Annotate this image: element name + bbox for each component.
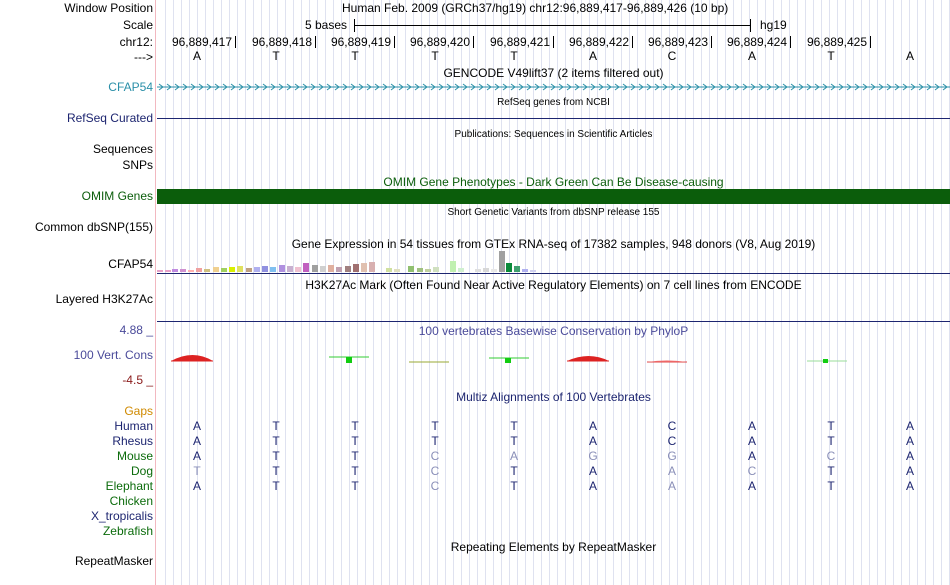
gencode-track-title: GENCODE V49lift37 (2 items filtered out): [443, 66, 664, 80]
gtex-tissue-bar[interactable]: [237, 266, 243, 272]
alignment-base-dog: C: [747, 464, 757, 478]
alignment-base-mouse: G: [667, 449, 677, 463]
alignment-base-dog: A: [588, 464, 597, 478]
label-sequences[interactable]: Sequences: [92, 142, 153, 156]
coordinate-label: 96,889,424: [726, 35, 787, 49]
alignment-base-rhesus: T: [431, 434, 439, 448]
multiz-track-title: Multiz Alignments of 100 Vertebrates: [456, 390, 651, 404]
alignment-base-human: A: [747, 419, 756, 433]
alignment-base-rhesus: T: [272, 434, 280, 448]
label-100-vert-cons[interactable]: 100 Vert. Cons: [73, 348, 153, 362]
alignment-base-elephant: T: [510, 479, 518, 493]
gtex-tissue-bar[interactable]: [157, 270, 163, 272]
gtex-tissue-bar[interactable]: [514, 266, 520, 272]
gtex-tissue-bar[interactable]: [475, 269, 481, 272]
dna-base: A: [905, 49, 914, 63]
alignment-base-mouse: T: [272, 449, 280, 463]
label-snps[interactable]: SNPs: [122, 158, 153, 172]
alignment-base-dog: T: [351, 464, 359, 478]
label-column-divider: [155, 0, 156, 585]
alignment-base-elephant: C: [430, 479, 440, 493]
label-species-human: Human: [114, 419, 153, 433]
alignment-base-elephant: T: [827, 479, 835, 493]
label-species-zebrafish: Zebrafish: [102, 524, 153, 538]
gtex-tissue-bar[interactable]: [336, 267, 342, 272]
alignment-base-mouse: A: [747, 449, 756, 463]
gtex-tissue-bar[interactable]: [196, 268, 202, 272]
gtex-tissue-bar[interactable]: [499, 251, 505, 272]
gtex-tissue-bar[interactable]: [180, 269, 186, 272]
dna-base: T: [351, 49, 359, 63]
alignment-base-human: A: [588, 419, 597, 433]
alignment-base-dog: A: [667, 464, 676, 478]
dna-base: A: [747, 49, 756, 63]
gtex-tissue-bar[interactable]: [483, 268, 489, 272]
h3k27ac-track-title: H3K27Ac Mark (Often Found Near Active Regulatory Elements) on 7 cell lines from ENCODE: [305, 278, 802, 292]
alignment-base-dog: C: [430, 464, 440, 478]
alignment-base-mouse: A: [905, 449, 914, 463]
gtex-tissue-bar[interactable]: [295, 267, 301, 272]
gtex-tissue-bar[interactable]: [287, 266, 293, 272]
repeatmasker-track-title: Repeating Elements by RepeatMasker: [450, 540, 657, 554]
coordinate-label: 96,889,417: [171, 35, 232, 49]
gtex-tissue-bar[interactable]: [530, 270, 536, 272]
alignment-base-elephant: A: [192, 479, 201, 493]
gtex-track-title: Gene Expression in 54 tissues from GTEx RNA-seq of 17382 samples, 948 donors (V8, Aug 2019): [291, 237, 816, 251]
gene-strand-arrows: [157, 81, 950, 93]
scale-bar-right-tick: [750, 19, 751, 32]
omim-gene-bar[interactable]: [157, 189, 950, 204]
alignment-base-dog: A: [905, 464, 914, 478]
label-species-mouse: Mouse: [116, 449, 153, 463]
gtex-tissue-bar[interactable]: [246, 268, 252, 272]
gtex-tissue-bar[interactable]: [204, 269, 210, 272]
dbsnp-track-title: Short Genetic Variants from dbSNP release 155: [447, 207, 660, 218]
phylop-neg-peak-1: [171, 355, 213, 361]
assembly-label: hg19: [760, 18, 787, 32]
phylop-track-title: 100 vertebrates Basewise Conservation by PhyloP: [418, 324, 689, 338]
dna-base: A: [192, 49, 201, 63]
gtex-tissue-bar[interactable]: [458, 268, 464, 272]
gtex-tissue-bar[interactable]: [270, 267, 276, 272]
alignment-base-elephant: A: [747, 479, 756, 493]
gtex-tissue-bar[interactable]: [303, 263, 309, 272]
window-position-text: Human Feb. 2009 (GRCh37/hg19) chr12:96,889,417-96,889,426 (10 bp): [342, 1, 729, 15]
gtex-tissue-bar[interactable]: [491, 269, 497, 272]
alignment-base-elephant: A: [667, 479, 676, 493]
alignment-base-mouse: G: [588, 449, 598, 463]
coordinate-label: 96,889,422: [568, 35, 629, 49]
alignment-base-dog: T: [272, 464, 280, 478]
gtex-tissue-bar[interactable]: [229, 267, 235, 272]
alignment-base-mouse: T: [351, 449, 359, 463]
label-common-dbsnp[interactable]: Common dbSNP(155): [34, 220, 153, 234]
label-cons-min: -4.5 _: [122, 373, 153, 387]
alignment-base-human: C: [667, 419, 677, 433]
gtex-tissue-bar[interactable]: [425, 269, 431, 272]
alignment-base-rhesus: A: [905, 434, 914, 448]
label-layered-h3k27ac[interactable]: Layered H3K27Ac: [55, 292, 153, 306]
alignment-base-elephant: A: [905, 479, 914, 493]
dna-base: T: [272, 49, 280, 63]
alignment-base-rhesus: A: [192, 434, 201, 448]
alignment-base-rhesus: A: [747, 434, 756, 448]
gtex-tissue-bar[interactable]: [345, 266, 351, 272]
gtex-tissue-bar[interactable]: [221, 268, 227, 272]
alignment-base-mouse: C: [430, 449, 440, 463]
scale-bar-left-tick: [354, 19, 355, 32]
label-gaps: Gaps: [124, 404, 153, 418]
alignment-base-elephant: A: [588, 479, 597, 493]
label-species-rhesus: Rhesus: [112, 434, 153, 448]
alignment-base-dog: T: [827, 464, 835, 478]
coordinate-label: 96,889,423: [647, 35, 708, 49]
gtex-tissue-bar[interactable]: [213, 267, 219, 272]
dna-base: C: [667, 49, 677, 63]
label-chromosome: chr12:: [119, 35, 153, 49]
cfap54-gene-feature[interactable]: [157, 81, 950, 93]
h3k27ac-signal-line[interactable]: [157, 321, 950, 322]
alignment-base-mouse: A: [192, 449, 201, 463]
gtex-tissue-bar[interactable]: [328, 265, 334, 272]
alignment-base-human: T: [351, 419, 359, 433]
alignment-base-mouse: A: [509, 449, 518, 463]
coordinate-tick: [870, 36, 871, 48]
alignment-base-human: T: [510, 419, 518, 433]
label-omim-genes[interactable]: OMIM Genes: [81, 189, 153, 203]
gtex-tissue-bar[interactable]: [254, 267, 260, 272]
gtex-tissue-bar[interactable]: [279, 265, 285, 272]
label-window-position: Window Position: [64, 1, 153, 15]
alignment-base-rhesus: A: [588, 434, 597, 448]
coordinate-label: 96,889,419: [330, 35, 391, 49]
gtex-tissue-bar[interactable]: [408, 266, 414, 272]
gtex-tissue-bar[interactable]: [450, 261, 456, 272]
refseq-gene-line[interactable]: [157, 118, 950, 119]
phylop-neg-peak-2: [567, 356, 609, 361]
label-cfap54-gencode[interactable]: CFAP54: [108, 80, 153, 94]
alignment-base-dog: T: [193, 464, 201, 478]
label-scale: Scale: [122, 18, 153, 32]
omim-track-title: OMIM Gene Phenotypes - Dark Green Can Be Disease-causing: [383, 175, 724, 189]
alignment-base-human: T: [827, 419, 835, 433]
alignment-base-rhesus: C: [667, 434, 677, 448]
alignment-base-elephant: T: [272, 479, 280, 493]
gtex-tissue-bar[interactable]: [506, 263, 512, 272]
dna-base: T: [827, 49, 835, 63]
dna-base: T: [431, 49, 439, 63]
label-strand: --->: [134, 50, 153, 64]
dna-base: A: [588, 49, 597, 63]
dna-base: T: [510, 49, 518, 63]
coordinate-label: 96,889,420: [409, 35, 470, 49]
label-species-elephant: Elephant: [105, 479, 153, 493]
gtex-tissue-bar[interactable]: [353, 264, 359, 272]
alignment-base-elephant: T: [351, 479, 359, 493]
label-cfap54-gtex[interactable]: CFAP54: [108, 257, 153, 271]
gtex-tissue-bar[interactable]: [262, 266, 268, 272]
alignment-base-human: A: [905, 419, 914, 433]
coordinate-label: 96,889,418: [251, 35, 312, 49]
gtex-tissue-bar[interactable]: [361, 263, 367, 272]
alignment-base-human: T: [272, 419, 280, 433]
gtex-tissue-bar[interactable]: [386, 268, 392, 272]
gtex-tissue-bar[interactable]: [522, 269, 528, 272]
gtex-tissue-bar[interactable]: [188, 270, 194, 272]
alignment-base-dog: T: [510, 464, 518, 478]
alignment-base-rhesus: T: [510, 434, 518, 448]
gtex-tissue-bar[interactable]: [312, 265, 318, 272]
gtex-tissue-bar[interactable]: [320, 266, 326, 272]
gtex-tissue-bar[interactable]: [369, 262, 375, 272]
scale-label: 5 bases: [305, 18, 348, 32]
coordinate-label: 96,889,425: [806, 35, 867, 49]
label-species-dog: Dog: [130, 464, 153, 478]
gtex-baseline: [157, 273, 950, 274]
gtex-tissue-bar[interactable]: [394, 269, 400, 272]
label-cons-max: 4.88 _: [119, 323, 153, 337]
alignment-base-human: A: [192, 419, 201, 433]
gtex-tissue-bar[interactable]: [172, 269, 178, 272]
alignment-base-human: T: [431, 419, 439, 433]
alignment-base-rhesus: T: [351, 434, 359, 448]
phylop-conservation-plot[interactable]: [157, 345, 950, 375]
label-species-chicken: Chicken: [109, 494, 153, 508]
scale-bar: [354, 25, 751, 26]
label-species-xtropicalis: X_tropicalis: [90, 509, 153, 523]
publications-track-title: Publications: Sequences in Scientific Articles: [454, 129, 653, 140]
label-repeatmasker[interactable]: RepeatMasker: [74, 554, 153, 568]
gtex-tissue-bar[interactable]: [417, 268, 423, 272]
alignment-base-mouse: C: [826, 449, 836, 463]
refseq-track-title: RefSeq genes from NCBI: [497, 97, 610, 108]
alignment-base-rhesus: T: [827, 434, 835, 448]
coordinate-label: 96,889,421: [489, 35, 550, 49]
label-refseq-curated[interactable]: RefSeq Curated: [66, 111, 153, 125]
gtex-tissue-bar[interactable]: [165, 270, 171, 272]
gtex-tissue-bar[interactable]: [433, 267, 439, 272]
